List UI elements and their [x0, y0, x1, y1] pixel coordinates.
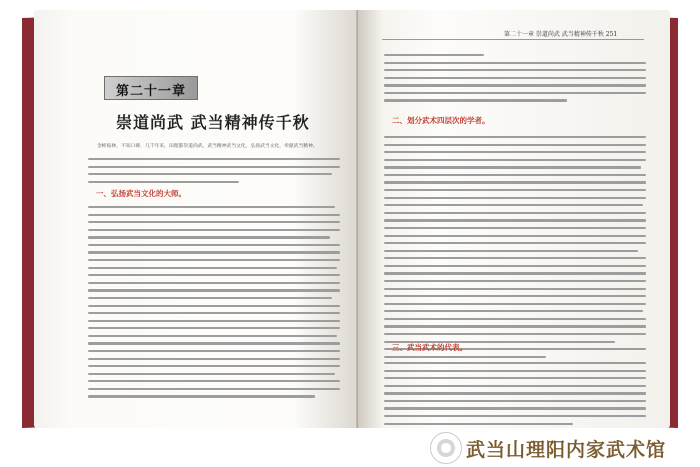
chapter-label: 第二十一章 [115, 84, 186, 99]
chapter-title: 崇道尚武 武当精神传千秋 [116, 113, 310, 132]
section-title-3: 三、武当武术的代表。 [392, 343, 467, 352]
watermark-logo [430, 432, 692, 462]
intro-paragraph [88, 143, 340, 151]
right-top-text-lines [384, 54, 646, 107]
section2-text-lines [384, 136, 646, 363]
intro-text-lines [88, 158, 340, 188]
section-title-1: 一、弘扬武当文化的大师。 [96, 189, 186, 198]
logo-text: 武当山理阳内家武术馆 [466, 439, 667, 461]
running-head: 第二十一章 崇道尚武 武当精神传千秋 251 [504, 31, 618, 38]
open-book [22, 10, 678, 428]
left-page [34, 10, 358, 428]
section-title-2: 二、划分武术四层次的学者。 [392, 116, 490, 125]
section1-text-lines [88, 206, 340, 403]
chapter-banner [104, 76, 198, 100]
right-page [358, 10, 670, 428]
yin-yang-icon [430, 432, 462, 464]
section3-text-lines [384, 362, 646, 428]
intro-text: 金彬振林，不知口碑，几千年来，田理都崇道尚武，武当精神武当文化，弘扬武当文化，奉献武当精神。 [97, 144, 318, 149]
header-rule [382, 39, 644, 40]
